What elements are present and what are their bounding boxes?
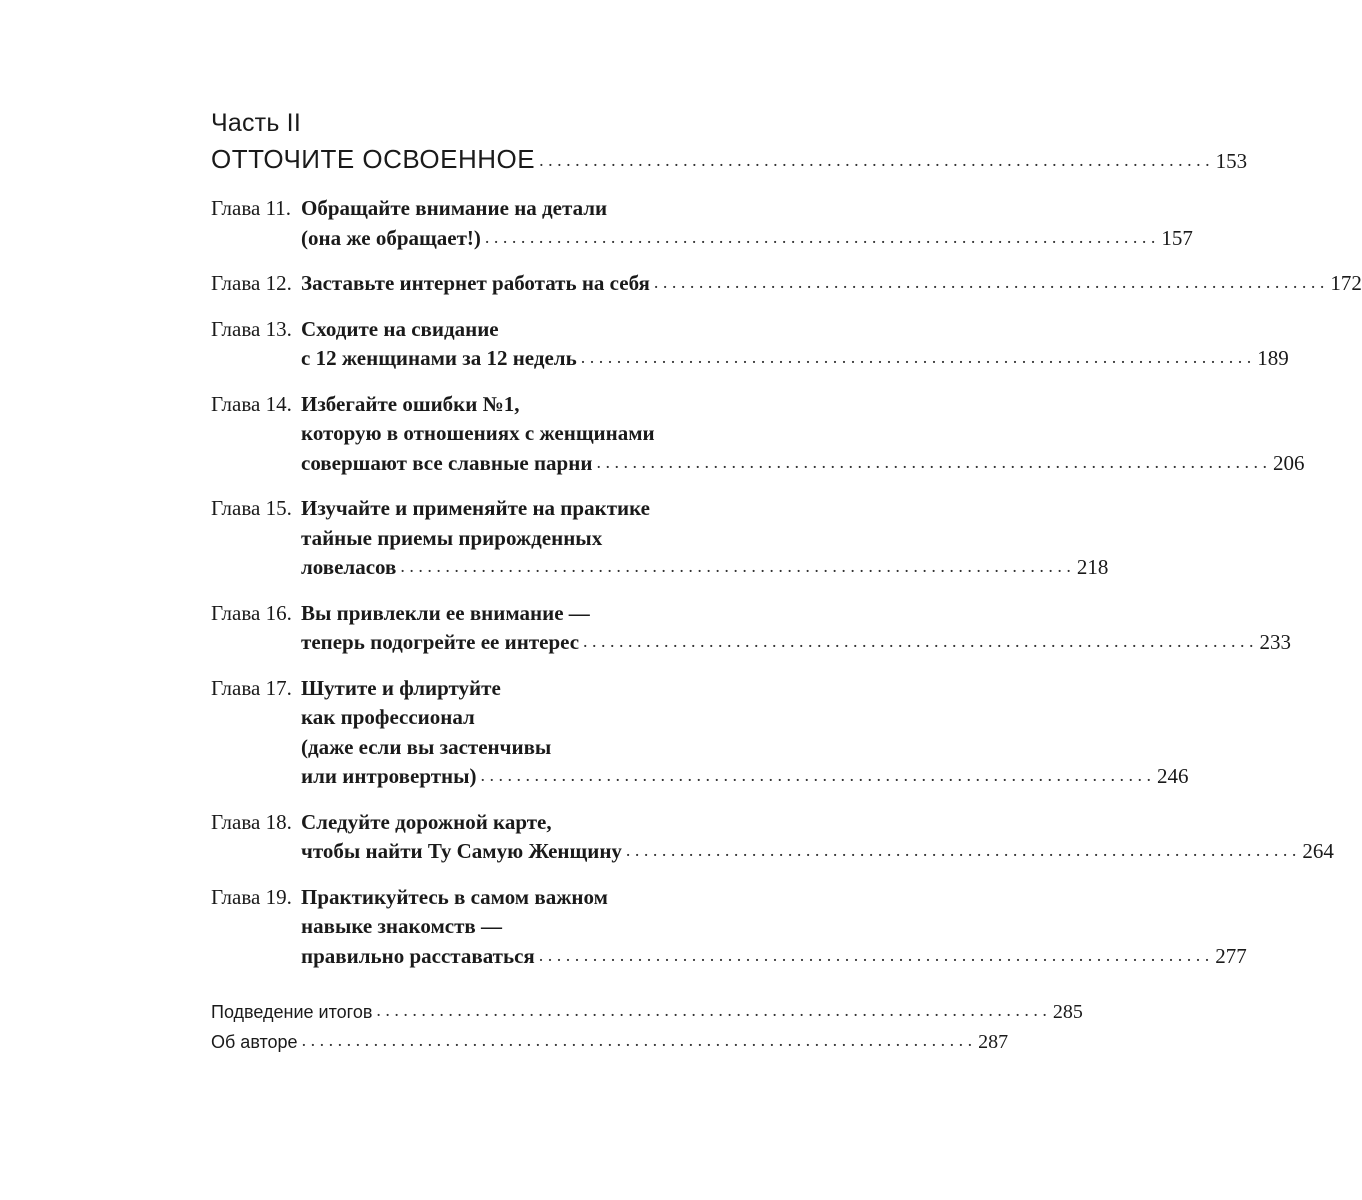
dot-leader [376,1000,1047,1021]
page-number: 287 [978,1031,1009,1053]
chapter-list [211,194,1362,972]
part-title: ОТТОЧИТЕ ОСВОЕННОЕ [211,144,536,174]
chapter-title-last-line [301,762,1189,793]
chapter-title-line: навыке знакомств — [301,914,502,938]
dot-leader [400,552,1071,582]
page-number: 246 [1157,764,1189,788]
chapter-title-last-line [301,269,1362,300]
toc-entry[interactable] [211,494,1109,584]
chapter-title [301,883,1247,973]
chapter-title-line: правильно расставаться [301,943,535,968]
dot-leader [539,150,1210,171]
table-of-contents [211,108,1362,1061]
dot-leader [581,343,1252,373]
toc-entry[interactable] [211,1001,1083,1031]
chapter-title-line: с 12 женщинами за 12 недель [301,346,577,370]
chapter-title-line: как профессионал [301,705,475,729]
chapter-title-line: тайные приемы прирожденных [301,525,603,550]
part-title-row [211,144,1248,182]
chapter-title-line: совершают все славные парни [301,450,593,475]
page-number: 285 [1052,1001,1083,1023]
toc-entry[interactable] [211,599,1292,659]
chapter-title-last-line [301,837,1334,868]
page-number: 233 [1259,630,1292,654]
chapter-title-line: Следуйте дорожной карте, [301,809,552,834]
dot-leader [626,836,1297,866]
chapter-title-line: Практикуйтесь в самом важном [301,884,608,909]
page-number: 189 [1257,346,1289,370]
chapter-title-line: Избегайте ошибки №1, [301,391,520,416]
chapter-label: Глава 11. [211,196,292,220]
dot-leader [539,941,1210,971]
chapter-title-line: теперь подогрейте ее интерес [301,630,580,654]
page-number: 206 [1272,450,1305,475]
chapter-label: Глава 12. [211,271,292,295]
page-number: 218 [1076,555,1109,579]
dot-leader [596,448,1267,478]
chapter-label: Глава 16. [211,600,292,625]
chapter-title [301,599,1291,659]
chapter-title-line: Обращайте внимание на детали [301,196,608,220]
chapter-title-last-line [301,344,1289,375]
toc-entry[interactable] [211,674,1189,793]
chapter-title-line: Заставьте интернет работать на себя [301,271,650,295]
chapter-label: Глава 15. [211,496,292,520]
toc-entry[interactable] [211,315,1289,375]
page-number: 153 [1215,149,1248,173]
chapter-title-last-line [301,553,1108,584]
dot-leader [583,627,1254,657]
chapter-title-line: Изучайте и применяйте на практике [301,496,651,520]
chapter-title-last-line [301,628,1291,659]
chapter-title-line: которую в отношениях с женщинами [301,421,655,445]
chapter-title [301,808,1334,868]
chapter-title-line: ловеласов [301,555,397,579]
toc-entry[interactable] [211,390,1305,480]
toc-entry[interactable] [211,269,1362,300]
chapter-title-last-line [301,449,1304,480]
appendix-title: Подведение итогов [211,1002,373,1022]
dot-leader [485,223,1156,253]
part-label: Часть II [211,109,301,137]
dot-leader [302,1030,973,1051]
toc-entry[interactable] [211,808,1334,868]
chapter-title [301,674,1189,793]
chapter-label: Глава 17. [211,675,292,700]
chapter-label: Глава 18. [211,809,292,834]
chapter-title-line: (даже если вы застенчивы [301,734,552,759]
chapter-title-line: Вы привлекли ее внимание — [301,600,590,625]
chapter-title [301,494,1108,584]
chapter-title-line: чтобы найти Ту Самую Женщину [301,839,622,863]
chapter-title-last-line [301,224,1193,255]
toc-entry[interactable] [211,1031,1009,1061]
chapter-label: Глава 13. [211,316,292,341]
chapter-title-last-line [301,942,1247,973]
appendix-list [211,1001,1083,1061]
page-number: 277 [1215,943,1247,968]
page-number: 172 [1330,271,1362,295]
toc-entry[interactable] [211,883,1247,973]
chapter-title [301,269,1362,300]
page-number: 264 [1302,839,1334,863]
chapter-title-line: или интровертны) [301,764,477,788]
chapter-title-line: Сходите на свидание [301,316,499,341]
dot-leader [654,268,1325,298]
toc-entry[interactable] [211,194,1193,254]
chapter-title-line: Шутите и флиртуйте [301,675,501,700]
appendix-title: Об авторе [211,1032,298,1052]
chapter-title-line: (она же обращает!) [301,225,481,250]
chapter-title [301,194,1193,254]
chapter-label: Глава 19. [211,884,292,909]
chapter-title [301,315,1289,375]
chapter-title [301,390,1304,480]
chapter-label: Глава 14. [211,391,292,416]
dot-leader [481,761,1152,791]
page-number: 157 [1161,225,1193,250]
